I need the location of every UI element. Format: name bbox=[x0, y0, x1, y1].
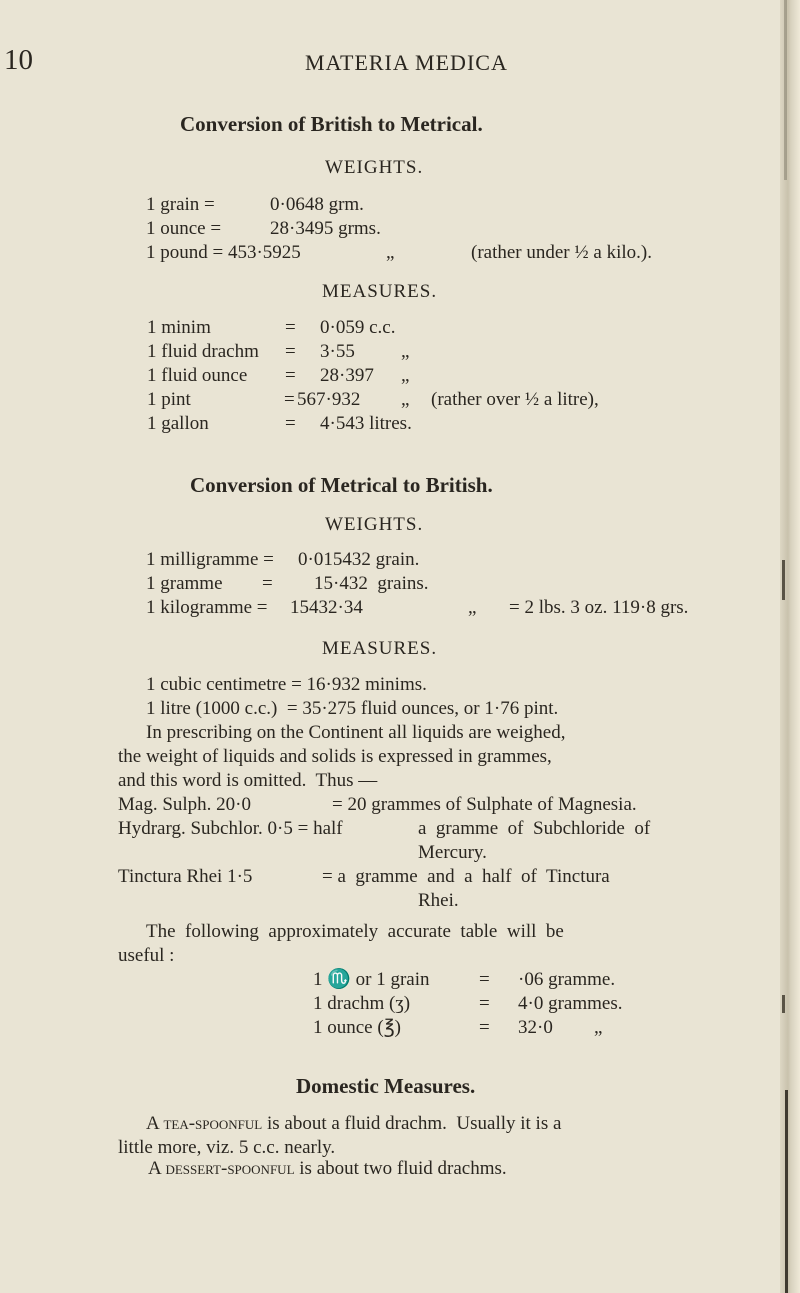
example-right: a gramme of Subchloride of bbox=[418, 818, 651, 839]
domestic-paragraph-line bbox=[148, 1159, 507, 1178]
equals-sign: = bbox=[285, 317, 296, 338]
table-row-value: 0·059 c.c. bbox=[320, 317, 396, 338]
table-row-value: 15·432 grains. bbox=[314, 573, 429, 594]
weights-heading: WEIGHTS. bbox=[325, 514, 424, 535]
equals-sign: = bbox=[479, 993, 490, 1014]
equals-sign: = bbox=[285, 341, 296, 362]
table-row-value: 4·0 grammes. bbox=[518, 993, 623, 1014]
table-row-unit: 1 gramme bbox=[146, 573, 223, 594]
example-continuation: Rhei. bbox=[418, 890, 459, 911]
edge-mark bbox=[782, 995, 785, 1013]
ditto-mark: „ bbox=[401, 341, 410, 362]
table-row-value: 4·543 litres. bbox=[320, 413, 412, 434]
paragraph-rest: is about a fluid drachm. Usually it is a bbox=[262, 1113, 562, 1134]
edge-shadow bbox=[785, 1090, 788, 1293]
example-left: Hydrarg. Subchlor. 0·5 = half bbox=[118, 818, 343, 839]
section-title-british-to-metrical: Conversion of British to Metrical. bbox=[180, 112, 483, 136]
paragraph-prefix: A bbox=[148, 1158, 166, 1179]
equals-sign: = bbox=[284, 389, 295, 410]
paragraph-line: the weight of liquids and solids is expressed in grammes, bbox=[118, 746, 552, 767]
measure-line: 1 litre (1000 c.c.) = 35·275 fluid ounces, or 1·76 pint. bbox=[146, 698, 559, 719]
table-row-unit: 1 ounce = bbox=[146, 218, 222, 239]
table-row-note: = 2 lbs. 3 oz. 119·8 grs. bbox=[509, 597, 689, 618]
table-row-unit: 1 fluid ounce bbox=[147, 365, 248, 386]
table-row-unit: 1 gallon bbox=[147, 413, 209, 434]
example-right: = 20 grammes of Sulphate of Magnesia. bbox=[332, 794, 637, 815]
measure-line: 1 cubic centimetre = 16·932 minims. bbox=[146, 674, 427, 695]
equals-sign: = bbox=[285, 413, 296, 434]
table-intro-line: The following approximately accurate table will be bbox=[146, 921, 564, 942]
paragraph-line: and this word is omitted. Thus — bbox=[118, 770, 378, 791]
weights-heading: WEIGHTS. bbox=[325, 157, 424, 178]
paragraph-prefix: A bbox=[146, 1113, 164, 1134]
measures-heading: MEASURES. bbox=[322, 281, 438, 302]
table-row-unit: 1 ounce (℥) bbox=[313, 1017, 401, 1038]
table-row-unit: 1 pound = 453·5925 bbox=[146, 242, 301, 263]
term-dessert-spoonful: dessert-spoonful bbox=[165, 1158, 295, 1179]
table-row-value: 3·55 bbox=[320, 341, 355, 362]
table-row-unit: 1 grain = bbox=[146, 194, 215, 215]
page-number: 10 bbox=[4, 44, 33, 76]
table-row-unit: 1 drachm (ʒ) bbox=[313, 993, 411, 1014]
equals-sign: = bbox=[262, 573, 273, 594]
table-row-unit: 1 ♏ or 1 grain bbox=[313, 969, 430, 990]
table-row-value: 28·3495 grms. bbox=[270, 218, 381, 239]
table-row-value: 32·0 bbox=[518, 1017, 553, 1038]
table-row-unit: 1 kilogramme = bbox=[146, 597, 268, 618]
domestic-paragraph-line bbox=[146, 1114, 561, 1133]
example-continuation: Mercury. bbox=[418, 842, 487, 863]
table-row-note: (rather over ½ a litre), bbox=[431, 389, 599, 410]
edge-mark bbox=[782, 560, 785, 600]
running-title: MATERIA MEDICA bbox=[305, 50, 508, 75]
equals-sign: = bbox=[479, 1017, 490, 1038]
section-title-domestic: Domestic Measures. bbox=[296, 1074, 476, 1098]
measures-heading: MEASURES. bbox=[322, 638, 438, 659]
page-edge bbox=[780, 0, 800, 1293]
edge-shadow bbox=[784, 0, 787, 180]
ditto-mark: „ bbox=[401, 389, 410, 410]
equals-sign: = bbox=[285, 365, 296, 386]
table-row-value: 0·015432 grain. bbox=[298, 549, 420, 570]
example-left: Tinctura Rhei 1·5 bbox=[118, 866, 253, 887]
table-row-note: (rather under ½ a kilo.). bbox=[471, 242, 652, 263]
table-row-unit: 1 milligramme = bbox=[146, 549, 274, 570]
section-title-metrical-to-british: Conversion of Metrical to British. bbox=[190, 473, 493, 497]
paragraph-line: In prescribing on the Continent all liquids are weighed, bbox=[146, 722, 566, 743]
table-row-unit: 1 minim bbox=[147, 317, 211, 338]
table-intro-line: useful : bbox=[118, 945, 175, 966]
table-row-unit: 1 fluid drachm bbox=[147, 341, 259, 362]
equals-sign: = bbox=[479, 969, 490, 990]
ditto-mark: „ bbox=[386, 242, 395, 263]
paragraph-rest: is about two fluid drachms. bbox=[294, 1158, 507, 1179]
ditto-mark: „ bbox=[594, 1017, 603, 1038]
example-right: = a gramme and a half of Tinctura bbox=[322, 866, 610, 887]
example-left: Mag. Sulph. 20·0 bbox=[118, 794, 251, 815]
ditto-mark: „ bbox=[468, 597, 477, 618]
table-row-unit: 1 pint bbox=[147, 389, 191, 410]
table-row-value: 28·397 bbox=[320, 365, 374, 386]
term-tea-spoonful: tea-spoonful bbox=[163, 1113, 263, 1134]
table-row-value: 15432·34 bbox=[290, 597, 363, 618]
table-row-value: ·06 gramme. bbox=[518, 969, 616, 990]
table-row-value: 567·932 bbox=[297, 389, 361, 410]
ditto-mark: „ bbox=[401, 365, 410, 386]
domestic-paragraph-line: little more, viz. 5 c.c. nearly. bbox=[118, 1137, 336, 1158]
table-row-value: 0·0648 grm. bbox=[270, 194, 364, 215]
